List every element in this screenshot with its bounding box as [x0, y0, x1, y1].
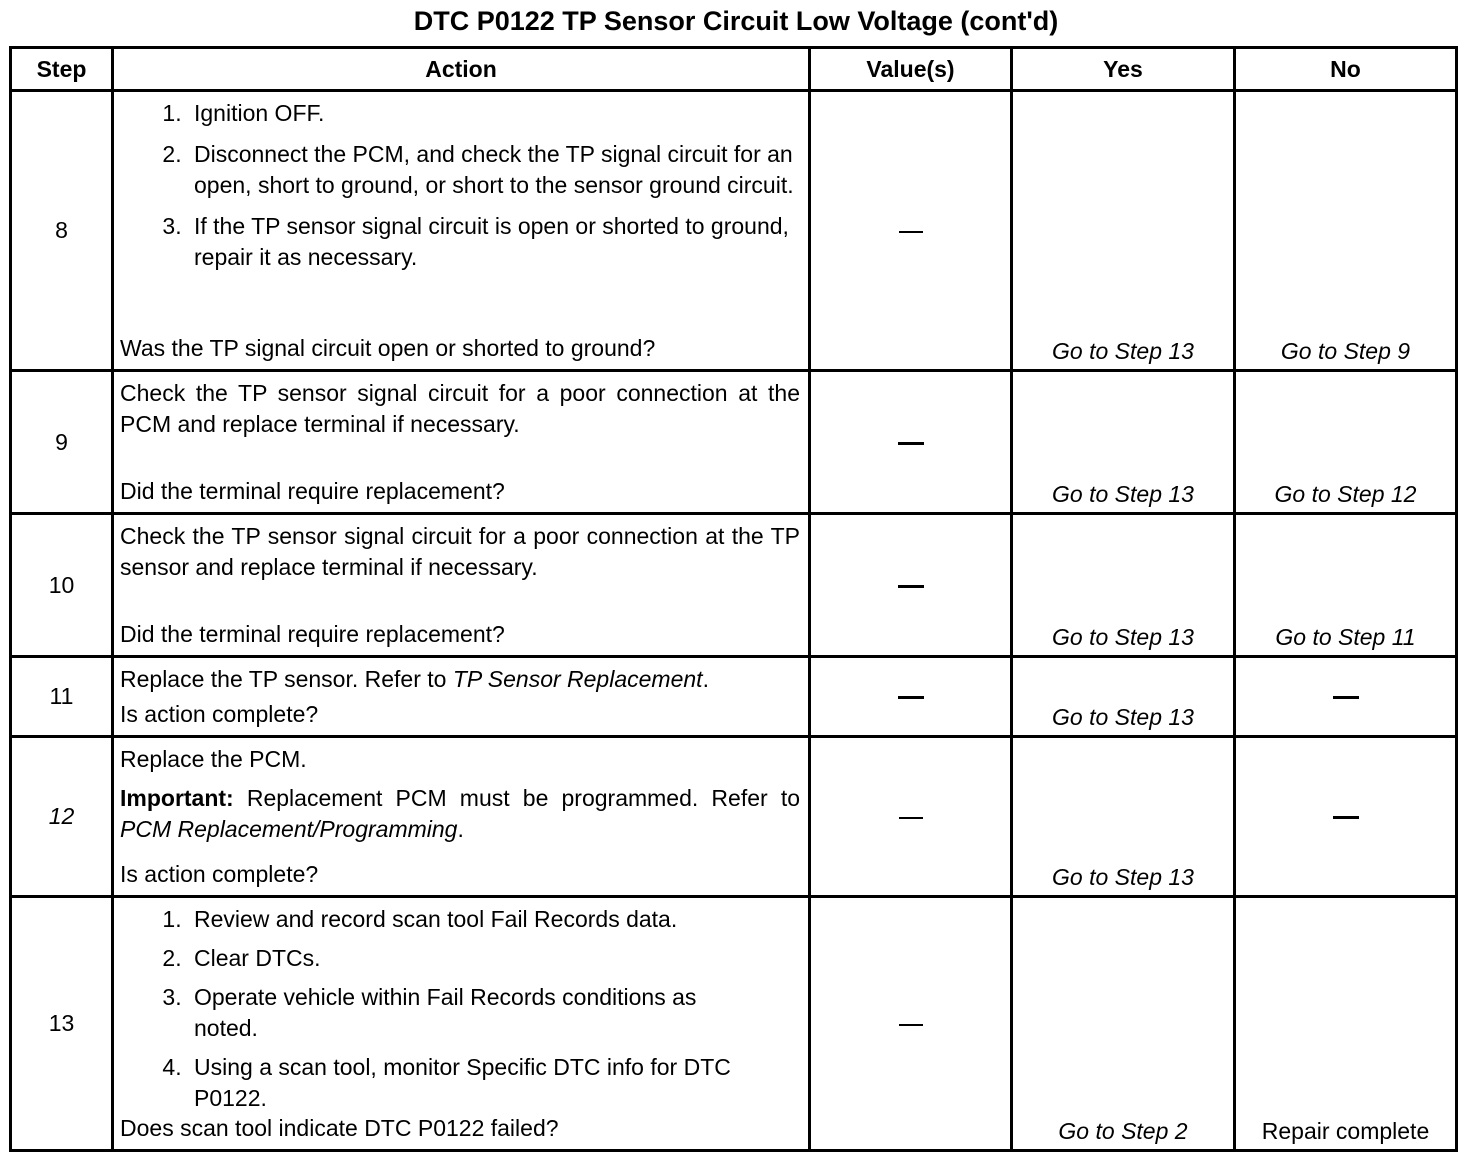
important-note — [120, 783, 800, 845]
action-question: Is action complete? — [120, 861, 319, 887]
list-item: 3. If the TP sensor signal circuit is open or shorted to ground, repair it as necessary. — [188, 211, 800, 273]
action-steps — [120, 904, 800, 1114]
list-item: 4. Using a scan tool, monitor Specific DTC info for DTC P0122. — [188, 1052, 800, 1114]
dash-mark — [899, 231, 923, 233]
header-step: Step — [11, 48, 113, 91]
important-text: Replacement PCM must be programmed. Refer to — [233, 785, 800, 811]
action-text — [120, 664, 800, 695]
diagnostic-table — [9, 46, 1458, 1152]
no-cell — [1235, 657, 1457, 737]
action-question: Did the terminal require replacement? — [120, 621, 505, 647]
action-question: Was the TP signal circuit open or shorted to ground? — [120, 335, 656, 361]
yes-link[interactable]: Go to Step 13 — [1012, 737, 1235, 897]
value-cell — [810, 371, 1012, 514]
action-text: Check the TP sensor signal circuit for a poor connection at the TP sensor and replace terminal if necessary. — [120, 523, 800, 580]
yes-link[interactable]: Go to Step 13 — [1012, 514, 1235, 657]
yes-link[interactable]: Go to Step 13 — [1012, 657, 1235, 737]
dash-mark — [899, 1024, 923, 1026]
yes-link[interactable]: Go to Step 2 — [1012, 897, 1235, 1151]
action-question: Did the terminal require replacement? — [120, 478, 505, 504]
yes-link[interactable]: Go to Step 13 — [1012, 371, 1235, 514]
no-cell — [1235, 737, 1457, 897]
step-number: 12 — [11, 737, 113, 897]
action-text-prefix: Replace the TP sensor. Refer to — [120, 666, 453, 692]
action-text: Check the TP sensor signal circuit for a poor connection at the PCM and replace terminal if necessary. — [120, 380, 800, 437]
header-yes: Yes — [1012, 48, 1235, 91]
action-cell — [113, 897, 810, 1151]
list-item: 2. Clear DTCs. — [188, 943, 800, 974]
no-link[interactable]: Go to Step 12 — [1235, 371, 1457, 514]
header-row — [11, 48, 1457, 91]
important-suffix: . — [457, 816, 464, 842]
table-row — [11, 737, 1457, 897]
action-cell — [113, 91, 810, 371]
action-text: Replace the PCM. — [120, 746, 307, 772]
yes-link[interactable]: Go to Step 13 — [1012, 91, 1235, 371]
action-cell — [113, 737, 810, 897]
table-row — [11, 897, 1457, 1151]
value-cell — [810, 897, 1012, 1151]
value-cell — [810, 514, 1012, 657]
action-cell — [113, 371, 810, 514]
value-cell — [810, 91, 1012, 371]
reference-link[interactable]: PCM Replacement/Programming — [120, 816, 458, 842]
value-cell — [810, 657, 1012, 737]
dash-mark — [898, 585, 924, 588]
no-link[interactable]: Go to Step 11 — [1235, 514, 1457, 657]
important-label: Important: — [120, 785, 234, 811]
dash-mark — [1333, 696, 1359, 699]
list-item: 2. Disconnect the PCM, and check the TP signal circuit for an open, short to ground, or short to the sensor ground circuit. — [188, 139, 800, 201]
table-row — [11, 514, 1457, 657]
table-row — [11, 91, 1457, 371]
no-result: Repair complete — [1235, 897, 1457, 1151]
action-text-suffix: . — [702, 666, 709, 692]
header-values: Value(s) — [810, 48, 1012, 91]
header-action: Action — [113, 48, 810, 91]
dash-mark — [1333, 816, 1359, 819]
step-number: 9 — [11, 371, 113, 514]
action-question: Does scan tool indicate DTC P0122 failed? — [120, 1115, 559, 1141]
action-cell — [113, 657, 810, 737]
dash-mark — [898, 442, 924, 445]
list-item: 1. Ignition OFF. — [188, 98, 800, 129]
value-cell — [810, 737, 1012, 897]
action-steps — [120, 98, 800, 273]
reference-link[interactable]: TP Sensor Replacement — [452, 666, 703, 692]
step-number: 8 — [11, 91, 113, 371]
step-number: 11 — [11, 657, 113, 737]
step-number: 13 — [11, 897, 113, 1151]
table-row — [11, 657, 1457, 737]
dash-mark — [899, 817, 923, 819]
list-item: 3. Operate vehicle within Fail Records conditions as noted. — [188, 982, 800, 1044]
table-row — [11, 371, 1457, 514]
header-no: No — [1235, 48, 1457, 91]
action-question: Is action complete? — [120, 701, 319, 727]
list-item: 1. Review and record scan tool Fail Records data. — [188, 904, 800, 935]
dash-mark — [898, 696, 924, 699]
step-number: 10 — [11, 514, 113, 657]
action-cell — [113, 514, 810, 657]
no-link[interactable]: Go to Step 9 — [1235, 91, 1457, 371]
page-title: DTC P0122 TP Sensor Circuit Low Voltage (cont'd) — [413, 6, 1059, 36]
